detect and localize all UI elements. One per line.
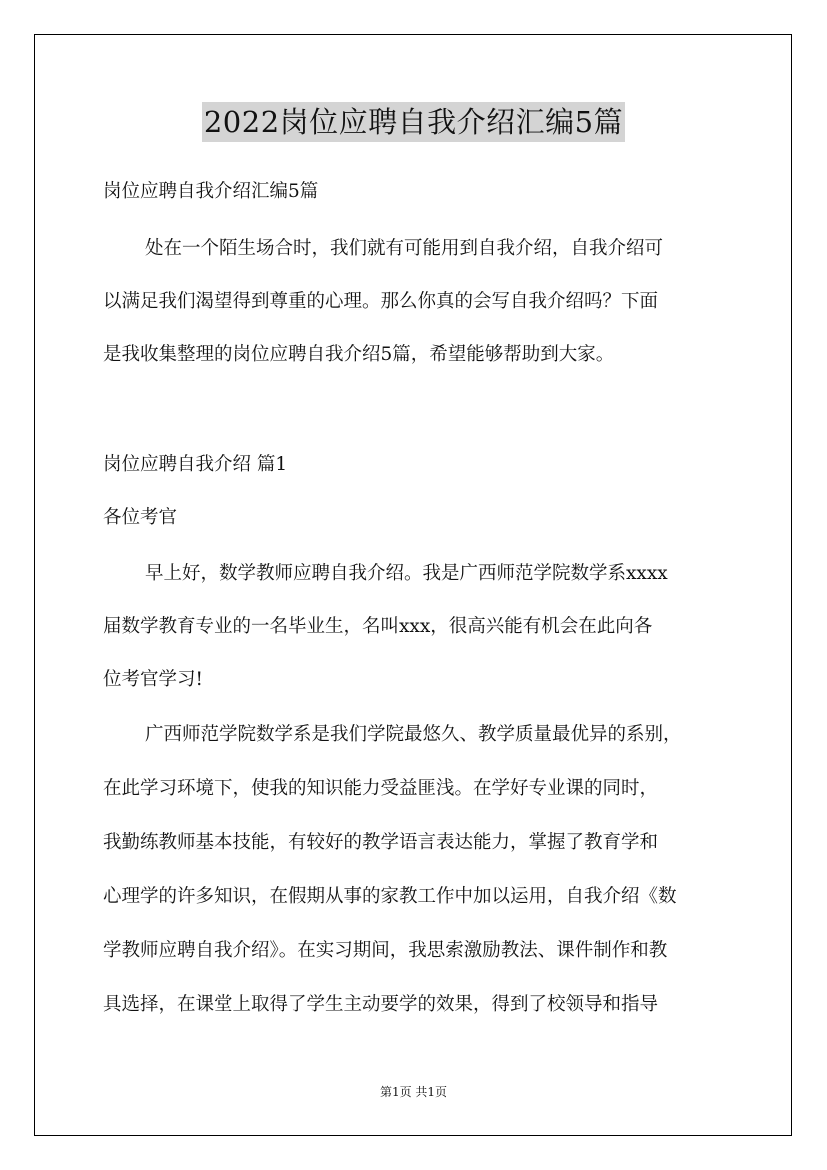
paragraph-line: 学教师应聘自我介绍》。在实习期间，我思索激励教法、课件制作和教 xyxy=(103,940,668,961)
section-heading: 岗位应聘自我介绍 篇1 xyxy=(103,454,288,475)
intro-line: 处在一个陌生场合时，我们就有可能用到自我介绍，自我介绍可 xyxy=(145,238,664,259)
paragraph-line: 具选择，在课堂上取得了学生主动要学的效果，得到了校领导和指导 xyxy=(103,994,659,1015)
paragraph-line: 位考官学习! xyxy=(103,669,203,690)
subtitle: 岗位应聘自我介绍汇编5篇 xyxy=(103,181,319,202)
paragraph-line: 在此学习环境下，使我的知识能力受益匪浅。在学好专业课的同时， xyxy=(103,778,659,799)
intro-line: 以满足我们渴望得到尊重的心理。那么你真的会写自我介绍吗？下面 xyxy=(103,291,659,312)
title-container xyxy=(0,102,827,142)
paragraph-line: 广西师范学院数学系是我们学院最悠久、教学质量最优异的系别， xyxy=(145,724,682,745)
paragraph-line: 心理学的许多知识，在假期从事的家教工作中加以运用，自我介绍《数 xyxy=(103,886,677,907)
paragraph-line: 早上好，数学教师应聘自我介绍。我是广西师范学院数学系xxxx xyxy=(145,563,668,584)
paragraph-line: 我勤练教师基本技能，有较好的教学语言表达能力，掌握了教育学和 xyxy=(103,832,659,853)
document-title: 2022岗位应聘自我介绍汇编5篇 xyxy=(202,102,625,142)
paragraph-line: 届数学教育专业的一名毕业生，名叫xxx，很高兴能有机会在此向各 xyxy=(103,616,653,637)
intro-line: 是我收集整理的岗位应聘自我介绍5篇，希望能够帮助到大家。 xyxy=(103,344,615,365)
salutation: 各位考官 xyxy=(103,507,178,528)
page-footer: 第1页 共1页 xyxy=(379,1085,448,1099)
